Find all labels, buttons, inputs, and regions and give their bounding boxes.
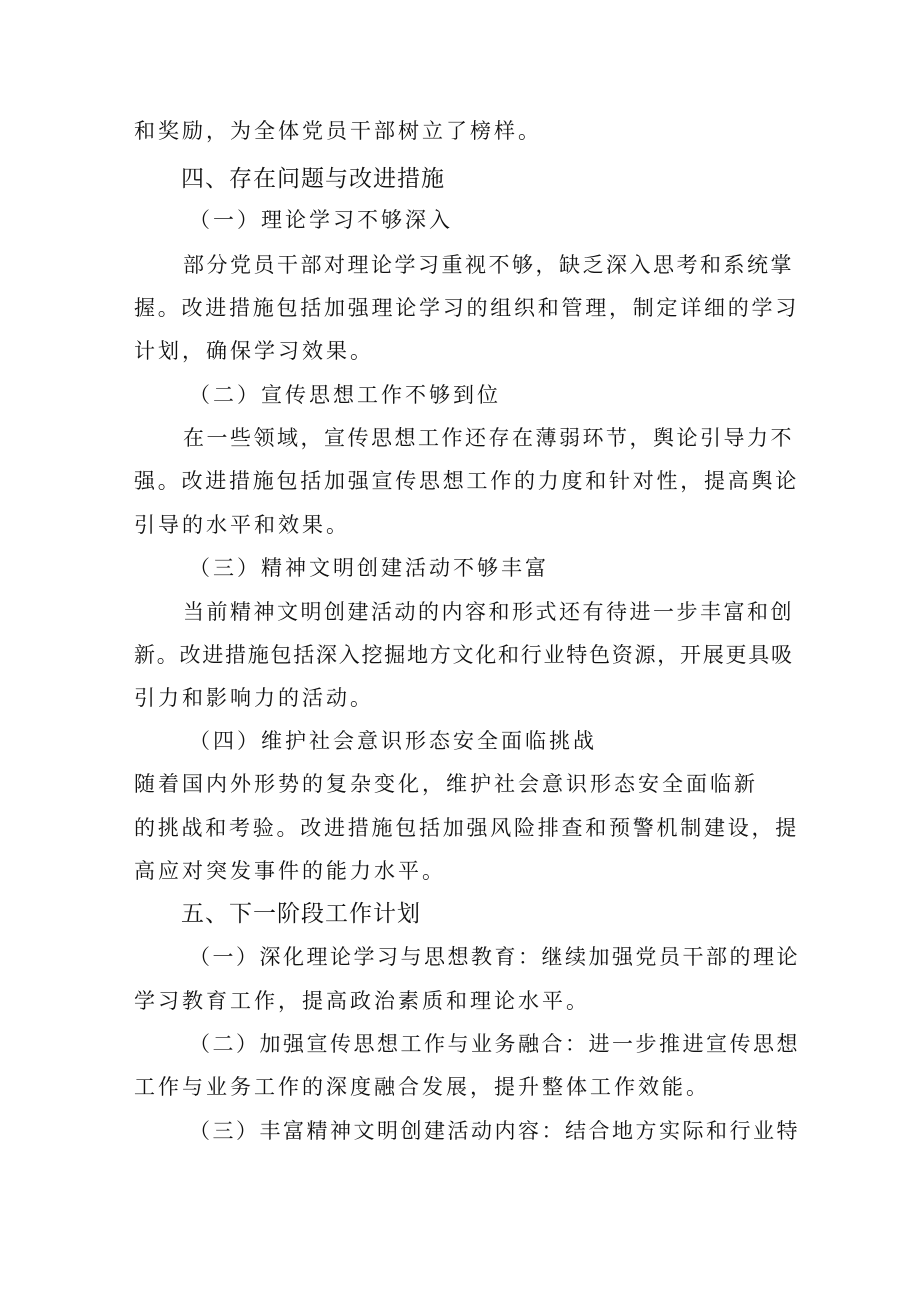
paragraph-line: 当前精神文明创建活动的内容和形式还有待进一步丰富和创 bbox=[183, 600, 794, 624]
paragraph-line: 部分党员干部对理论学习重视不够，缺乏深入思考和系统掌 bbox=[183, 253, 794, 277]
subsection-heading: （二）宣传思想工作不够到位 bbox=[189, 383, 501, 407]
subsection-heading: （一）理论学习不够深入 bbox=[189, 208, 453, 232]
section-heading: 五、下一阶段工作计划 bbox=[181, 901, 421, 927]
paragraph-line: （一）深化理论学习与思想教育：继续加强党员干部的理论 bbox=[189, 945, 800, 969]
paragraph-line: 和奖励，为全体党员干部树立了榜样。 bbox=[134, 119, 542, 143]
paragraph-line: 引力和影响力的活动。 bbox=[134, 686, 374, 710]
paragraph-line: 引导的水平和效果。 bbox=[134, 513, 350, 537]
paragraph-line: 学习教育工作，提高政治素质和理论水平。 bbox=[134, 989, 590, 1013]
subsection-heading: （三）精神文明创建活动不够丰富 bbox=[189, 556, 549, 580]
paragraph-line: 工作与业务工作的深度融合发展，提升整体工作效能。 bbox=[134, 1075, 710, 1099]
paragraph-line: 高应对突发事件的能力水平。 bbox=[134, 859, 446, 883]
paragraph-line: 新。改进措施包括深入挖掘地方文化和行业特色资源，开展更具吸 bbox=[134, 643, 794, 667]
paragraph-line: 在一些领域，宣传思想工作还存在薄弱环节，舆论引导力不 bbox=[183, 426, 794, 450]
subsection-heading: （四）维护社会意识形态安全面临挑战 bbox=[189, 729, 597, 753]
section-heading: 四、存在问题与改进措施 bbox=[181, 166, 445, 192]
paragraph-line: （三）丰富精神文明创建活动内容：结合地方实际和行业特 bbox=[189, 1119, 800, 1143]
paragraph-line: 握。改进措施包括加强理论学习的组织和管理，制定详细的学习 bbox=[134, 296, 799, 320]
paragraph-line: （二）加强宣传思想工作与业务融合：进一步推进宣传思想 bbox=[189, 1032, 800, 1056]
paragraph-line: 强。改进措施包括加强宣传思想工作的力度和针对性，提高舆论 bbox=[134, 469, 799, 493]
paragraph-line: 的挑战和考验。改进措施包括加强风险排查和预警机制建设，提 bbox=[134, 816, 799, 840]
paragraph-line: 计划，确保学习效果。 bbox=[134, 339, 374, 363]
paragraph-line: 随着国内外形势的复杂变化，维护社会意识形态安全面临新 bbox=[134, 772, 758, 796]
